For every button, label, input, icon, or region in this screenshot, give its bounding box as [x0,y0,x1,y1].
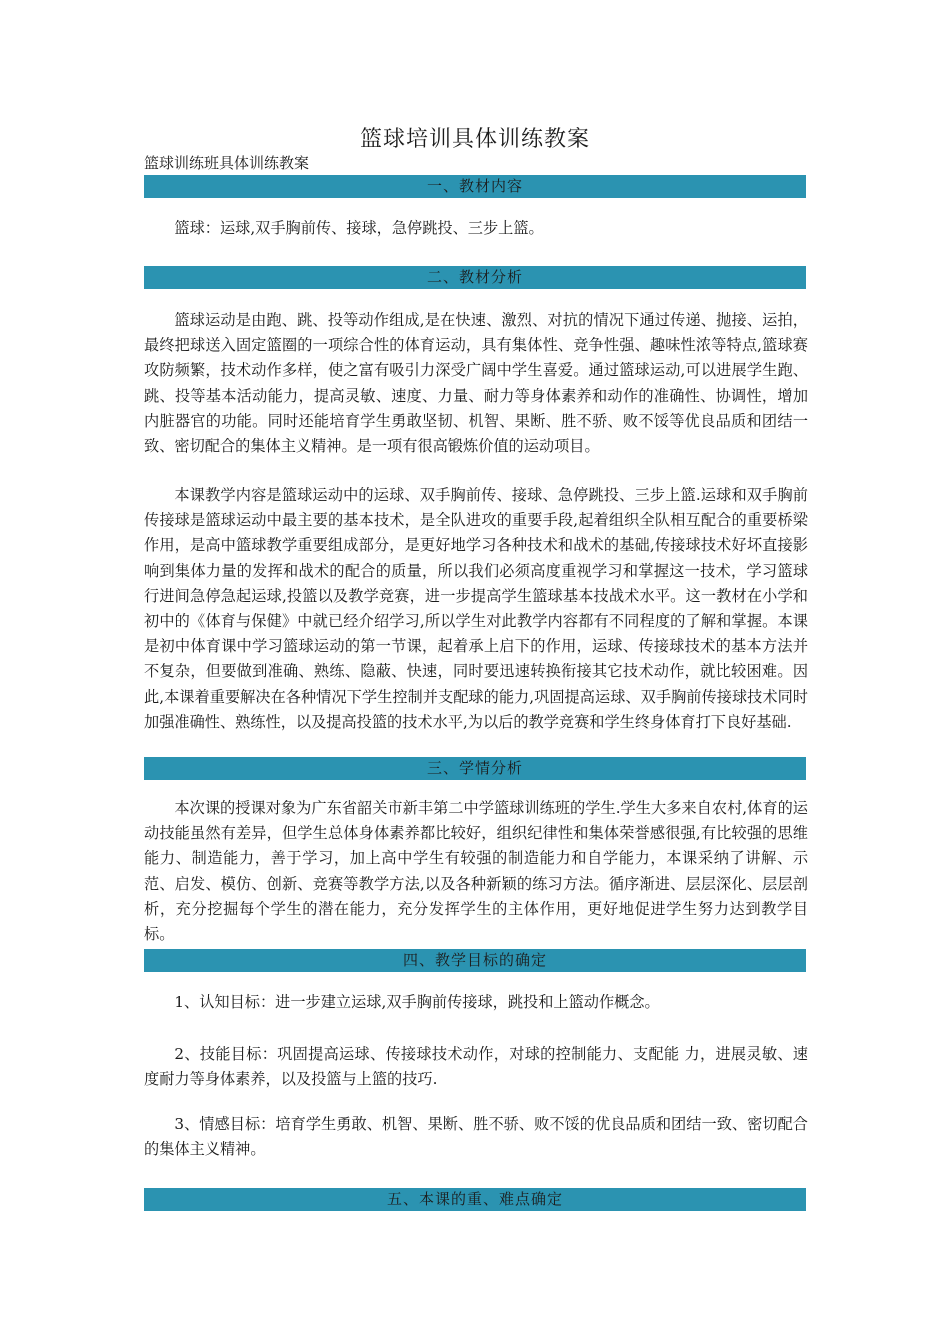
section-heading-3: 三、学情分析 [144,757,806,780]
document-subtitle: 篮球训练班具体训练教案 [144,154,310,172]
section-heading-1: 一、教材内容 [144,175,806,198]
section-2-paragraph-1: 篮球运动是由跑、跳、投等动作组成,是在快速、激烈、对抗的情况下通过传递、抛接、运拍，最终把球送入固定篮圈的一项综合性的体育运动，具有集体性、竞争性强、趣味性浓等特点,篮球赛攻防频繁，技术动作多样，使之富有吸引力深受广阔中学生喜爱。通过篮球运动,可以进展学生跑、跳、投等基本活动能力，提高灵敏、速度、力量、耐力等身体素养和动作的准确性、协调性，增加内脏器官的功能。同时还能培育学生勇敢坚韧、机智、果断、胜不骄、败不馁等优良品质和团结一致、密切配合的集体主义精神。是一项有很高锻炼价值的运动项目。 [144,311,808,456]
section-heading-5: 五、本课的重、难点确定 [144,1188,806,1211]
goal-skill: 2、技能目标：巩固提高运球、传接球技术动作，对球的控制能力、支配能 力，进展灵敏、速度耐力等身体素养，以及投篮与上篮的技巧. [144,1045,808,1089]
document-title: 篮球培训具体训练教案 [359,127,590,152]
goal-cognitive: 1、认知目标：进一步建立运球,双手胸前传接球，跳投和上篮动作概念。 [174,993,660,1011]
section-heading-4: 四、教学目标的确定 [144,949,806,972]
section-3-paragraph: 本次课的授课对象为广东省韶关市新丰第二中学篮球训练班的学生.学生大多来自农村,体育的运动技能虽然有差异，但学生总体身体素养都比较好，组织纪律性和集体荣誉感很强,有比较强的思维能力、制造能力，善于学习，加上高中学生有较强的制造能力和自学能力，本课采纳了讲解、示范、启发、模仿、创新、竞赛等教学方法,以及各种新颖的练习方法。循序渐进、层层深化、层层剖析，充分挖掘每个学生的潜在能力，充分发挥学生的主体作用，更好地促进学生努力达到教学目标。 [144,799,808,944]
section-2-paragraph-2: 本课教学内容是篮球运动中的运球、双手胸前传、接球、急停跳投、三步上篮.运球和双手胸前传接球是篮球运动中最主要的基本技术，是全队进攻的重要手段,起着组织全队相互配合的重要桥梁作用，是高中篮球教学重要组成部分，是更好地学习各种技术和战术的基础,传接球技术好坏直接影响到集体力量的发挥和战术的配合的质量，所以我们必须高度重视学习和掌握这一技术，学习篮球行进间急停急起运球,投篮以及教学竞赛，进一步提高学生篮球基本技战术水平。这一教材在小学和初中的《体育与保健》中就已经介绍学习,所以学生对此教学内容都有不同程度的了解和掌握。本课是初中体育课中学习篮球运动的第一节课，起着承上启下的作用，运球、传接球技术的基本方法并不复杂，但要做到准确、熟练、隐蔽、快速，同时要迅速转换衔接其它技术动作，就比较困难。因此,本课着重要解决在各种情况下学生控制并支配球的能力,巩固提高运球、双手胸前传接球技术同时加强准确性、熟练性，以及提高投篮的技术水平,为以后的教学竞赛和学生终身体育打下良好基础. [144,486,808,731]
goal-affective: 3、情感目标：培育学生勇敢、机智、果断、胜不骄、败不馁的优良品质和团结一致、密切配合的集体主义精神。 [144,1115,808,1159]
section-1-paragraph: 篮球：运球,双手胸前传、接球，急停跳投、三步上篮。 [174,219,544,237]
section-heading-2: 二、教材分析 [144,266,806,289]
